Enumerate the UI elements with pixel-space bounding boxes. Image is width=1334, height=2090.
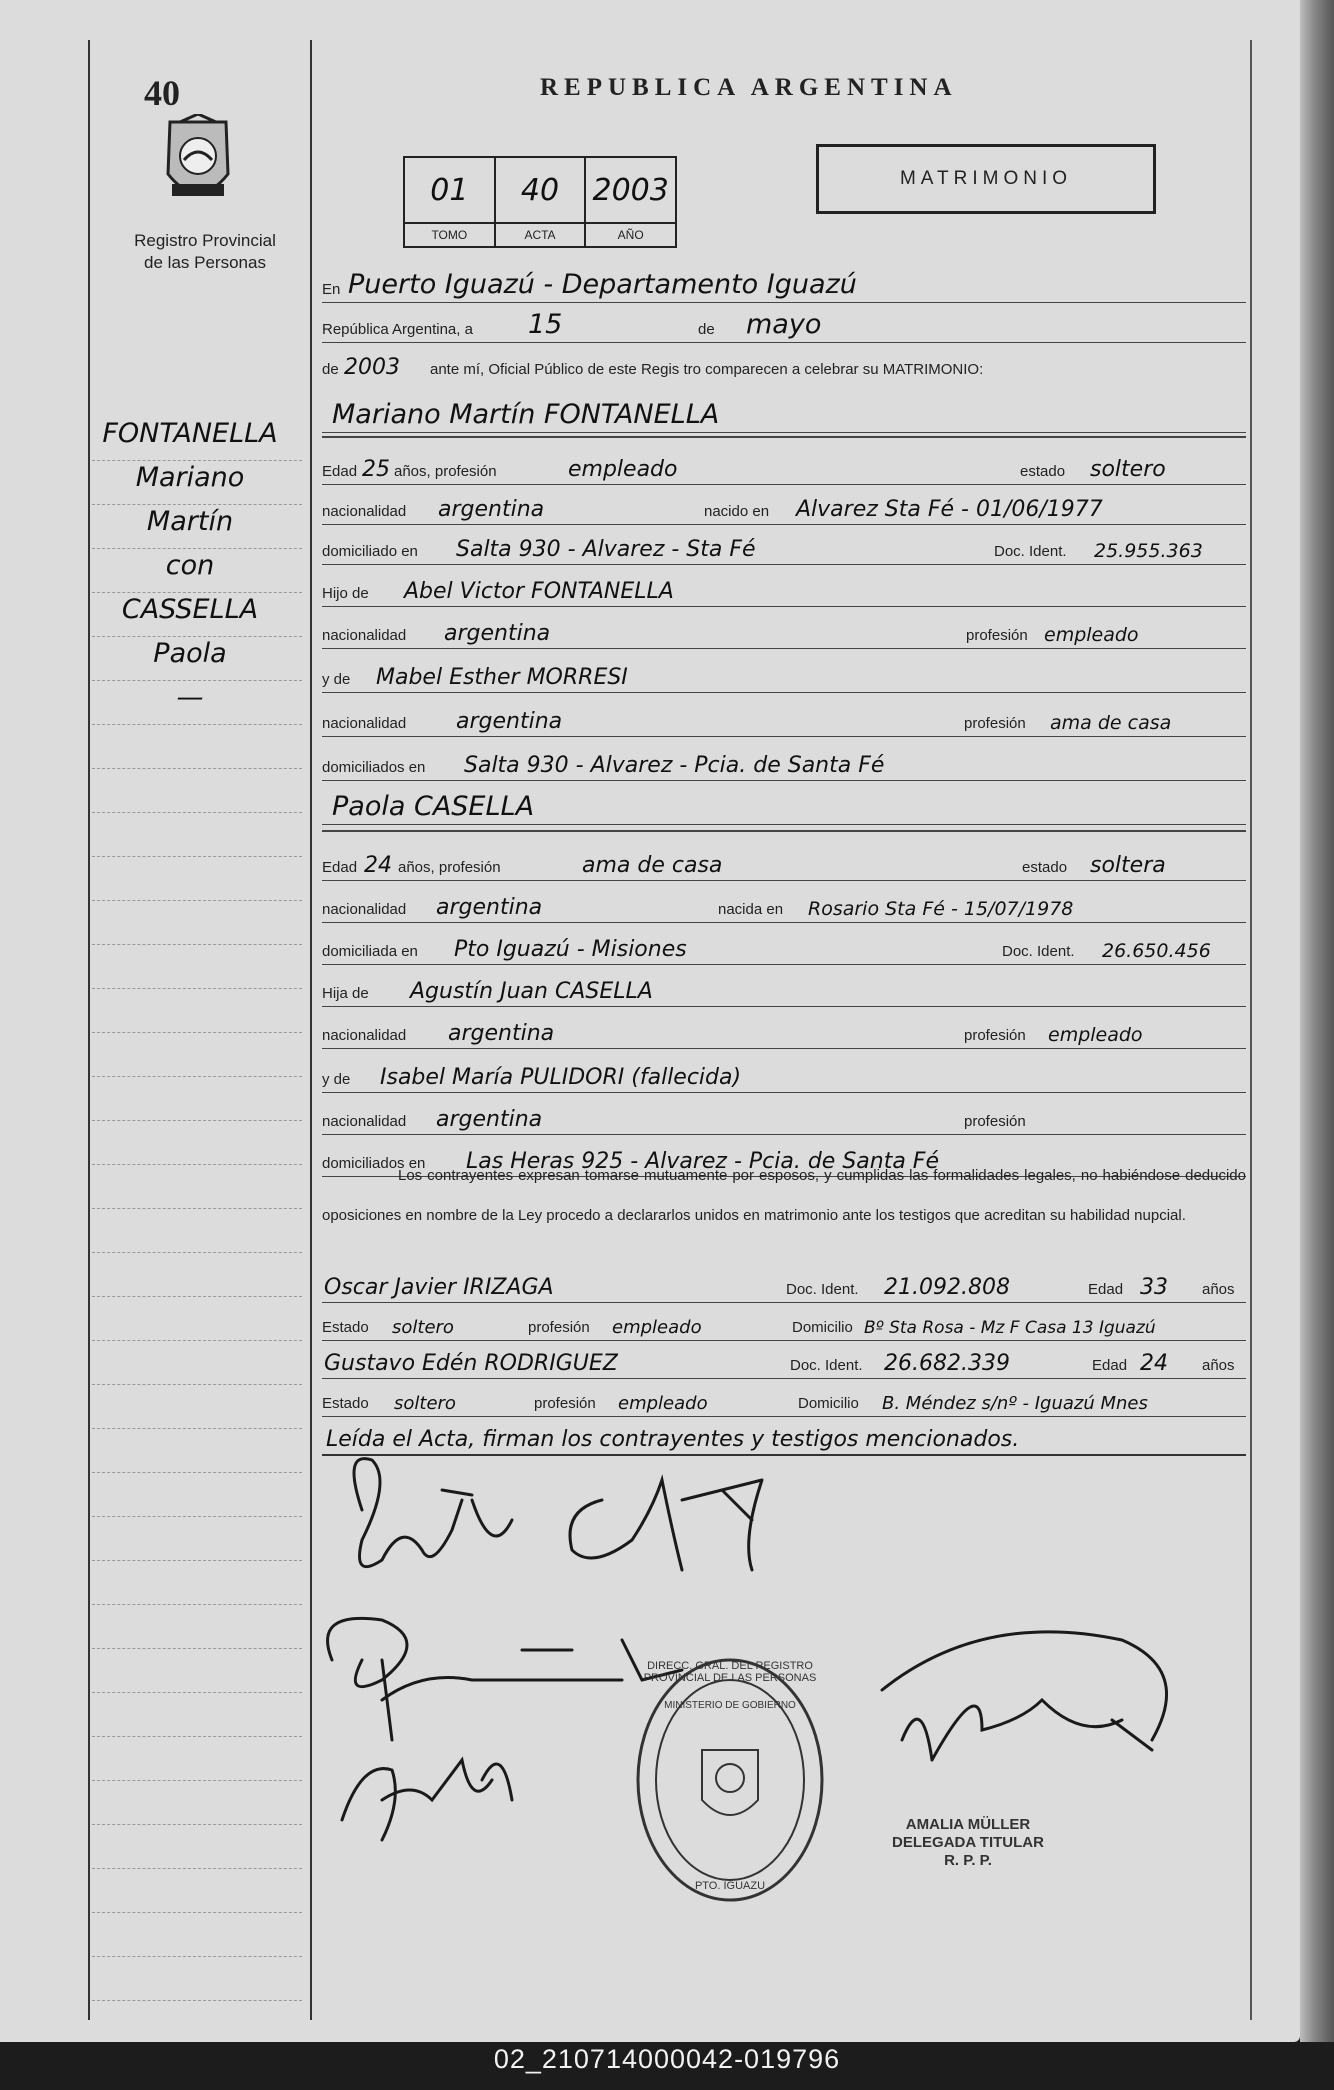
signature-witness1 xyxy=(328,1618,682,1740)
place-value: Puerto Iguazú - Departamento Iguazú xyxy=(348,269,857,300)
groom-mother-profession: ama de casa xyxy=(1050,712,1172,734)
witness1-address: Bº Sta Rosa - Mz F Casa 13 Iguazú xyxy=(864,1318,1156,1338)
witness1-profession: empleado xyxy=(612,1317,702,1338)
bride-father-nat-line xyxy=(322,1008,1246,1049)
bride-status: soltera xyxy=(1090,853,1166,878)
groom-separator xyxy=(322,436,1246,438)
groom-father-nationality: argentina xyxy=(444,621,551,646)
label-hijo: Hijo de xyxy=(322,585,369,602)
margin-note: FONTANELLA xyxy=(102,418,278,449)
delegate-stamp xyxy=(868,1816,1068,1870)
margin-ruled-line xyxy=(92,1032,302,1033)
margin-ruled-line xyxy=(92,1120,302,1121)
label-nacionalidad: nacionalidad xyxy=(322,503,407,520)
margin-ruled-line xyxy=(92,1076,302,1077)
margin-note: — xyxy=(176,682,204,713)
label-estado: estado xyxy=(1020,463,1066,480)
label-nacionalidad: nacionalidad xyxy=(322,715,407,732)
margin-ruled-line xyxy=(92,724,302,725)
official-seal xyxy=(630,1650,830,1910)
anio-label: AÑO xyxy=(586,222,675,246)
registry-line-2: de las Personas xyxy=(144,253,266,272)
label-domicilio: Domicilio xyxy=(792,1319,853,1336)
margin-note: CASSELLA xyxy=(121,594,259,625)
label-nacionalidad: nacionalidad xyxy=(322,1027,407,1044)
margin-ruled-line xyxy=(92,2000,302,2001)
groom-age-line xyxy=(322,444,1246,485)
margin-ruled-line xyxy=(92,988,302,989)
label-hija: Hija de xyxy=(322,985,369,1002)
witness2-line xyxy=(322,1338,1246,1379)
label-republica: República Argentina, a xyxy=(322,321,473,338)
label-year-de: de xyxy=(322,361,339,378)
label-doc: Doc. Ident. xyxy=(994,543,1067,560)
witness2-address: B. Méndez s/nº - Iguazú Mnes xyxy=(882,1393,1148,1414)
witness1-name: Oscar Javier IRIZAGA xyxy=(324,1275,554,1300)
label-nacionalidad: nacionalidad xyxy=(322,901,407,918)
label-doc: Doc. Ident. xyxy=(786,1281,859,1298)
groom-profession: empleado xyxy=(568,457,678,482)
label-domiciliado: domiciliado en xyxy=(322,543,418,560)
acta-cell xyxy=(496,158,587,246)
tomo-cell xyxy=(405,158,496,246)
groom-birth: Alvarez Sta Fé - 01/06/1977 xyxy=(796,497,1103,522)
bride-nationality-line xyxy=(322,882,1246,923)
groom-address: Salta 930 - Alvarez - Sta Fé xyxy=(456,537,756,562)
bride-birth: Rosario Sta Fé - 15/07/1978 xyxy=(808,898,1074,920)
margin-ruled-line xyxy=(92,1516,302,1517)
margin-ruled-line xyxy=(92,768,302,769)
margin-ruled-line xyxy=(92,1296,302,1297)
label-profesion: profesión xyxy=(528,1319,590,1336)
groom-name-line xyxy=(322,392,1246,433)
label-y-de: y de xyxy=(322,671,351,688)
groom-father-profession: empleado xyxy=(1044,624,1139,646)
margin-ruled-line xyxy=(92,1956,302,1957)
margin-ruled-line xyxy=(92,1824,302,1825)
margin-note: Martín xyxy=(146,506,234,537)
margin-ruled-line xyxy=(92,1560,302,1561)
margin-ruled-line xyxy=(92,1692,302,1693)
bride-mother-nationality: argentina xyxy=(436,1107,543,1132)
bride-age: 24 xyxy=(364,853,392,878)
margin-ruled-line xyxy=(92,1736,302,1737)
seal-inner-text: MINISTERIO DE GOBIERNO xyxy=(664,1700,796,1711)
delegate-title: DELEGADA TITULAR xyxy=(892,1834,1044,1851)
label-domicilio: Domicilio xyxy=(798,1395,859,1412)
acta-value: 40 xyxy=(520,172,560,208)
bride-address: Pto Iguazú - Misiones xyxy=(454,937,687,962)
label-nacida: nacida en xyxy=(718,901,784,918)
label-domiciliados: domiciliados en xyxy=(322,759,426,776)
label-edad: Edad xyxy=(1088,1281,1124,1298)
groom-mother: Mabel Esther MORRESI xyxy=(376,665,628,690)
groom-father-line xyxy=(322,566,1246,607)
label-de: de xyxy=(698,321,715,338)
witness1-details-line xyxy=(322,1300,1246,1341)
groom-father-nat-line xyxy=(322,608,1246,649)
witness2-profession: empleado xyxy=(618,1393,708,1414)
delegate-name: AMALIA MÜLLER xyxy=(905,1816,1031,1833)
margin-ruled-line xyxy=(92,1604,302,1605)
margin-line-inner xyxy=(310,40,312,2020)
groom-age: 25 xyxy=(362,457,390,482)
label-doc: Doc. Ident. xyxy=(1002,943,1075,960)
margin-ruled-line xyxy=(92,1164,302,1165)
groom-parents-address: Salta 930 - Alvarez - Pcia. de Santa Fé xyxy=(464,753,885,778)
signature-witness2 xyxy=(342,1760,512,1840)
bride-father: Agustín Juan CASELLA xyxy=(410,979,653,1004)
label-profesion: profesión xyxy=(964,1027,1026,1044)
groom-nationality-line xyxy=(322,484,1246,525)
margin-ruled-line xyxy=(92,636,302,637)
bride-address-line xyxy=(322,924,1246,965)
month-value: mayo xyxy=(746,309,822,340)
label-anos-profesion: años, profesión xyxy=(394,463,497,480)
groom-nationality: argentina xyxy=(438,497,545,522)
groom-mother-nationality: argentina xyxy=(456,709,563,734)
margin-ruled-line xyxy=(92,460,302,461)
margin-ruled-line xyxy=(92,1472,302,1473)
margin-line-right xyxy=(1250,40,1252,2020)
label-doc: Doc. Ident. xyxy=(790,1357,863,1374)
signature-groom xyxy=(354,1459,512,1567)
coat-of-arms-logo xyxy=(150,114,246,214)
margin-ruled-line xyxy=(92,592,302,593)
margin-ruled-line xyxy=(92,1340,302,1341)
statement: ante mí, Oficial Público de este Regis tro comparecen a celebrar su MATRIMONIO: xyxy=(430,361,984,378)
groom-parents-address-line xyxy=(322,740,1246,781)
bride-mother: Isabel María PULIDORI (fallecida) xyxy=(380,1065,742,1090)
closing-statement: Leída el Acta, firman los contrayentes y testigos mencionados. xyxy=(326,1427,1020,1452)
groom-mother-line xyxy=(322,652,1246,693)
bride-nationality: argentina xyxy=(436,895,543,920)
margin-ruled-line xyxy=(92,1208,302,1209)
witness1-doc: 21.092.808 xyxy=(884,1275,1010,1300)
bride-parents-address: Las Heras 925 - Alvarez - Pcia. de Santa Fé xyxy=(466,1149,939,1174)
bride-name: Paola CASELLA xyxy=(332,791,535,822)
witness1-age: 33 xyxy=(1140,1275,1168,1300)
record-number-box xyxy=(403,156,677,248)
label-anos: años xyxy=(1202,1357,1235,1374)
witness1-status: soltero xyxy=(392,1317,454,1338)
margin-ruled-line xyxy=(92,900,302,901)
groom-address-line xyxy=(322,524,1246,565)
bride-doc: 26.650.456 xyxy=(1102,940,1211,962)
declaration-text: Los contrayentes expresan tomarse mutuamente por esposos, y cumplidas las formalidades legales, no habiéndose deducido oposiciones en nombre de la Ley procedo a declararlos unidos en matrimonio ante los testigos que acreditan su habilidad nupcial. xyxy=(322,1167,1246,1224)
label-estado: Estado xyxy=(322,1395,369,1412)
anio-value: 2003 xyxy=(592,172,669,208)
margin-ruled-line xyxy=(92,1868,302,1869)
label-edad: Edad xyxy=(322,463,358,480)
margin-ruled-line xyxy=(92,812,302,813)
label-profesion: profesión xyxy=(534,1395,596,1412)
bride-mother-line xyxy=(322,1052,1246,1093)
groom-status: soltero xyxy=(1090,457,1166,482)
witness2-details-line xyxy=(322,1376,1246,1417)
label-edad: Edad xyxy=(322,859,358,876)
signature-official xyxy=(882,1632,1167,1760)
bride-age-line xyxy=(322,840,1246,881)
label-profesion: profesión xyxy=(964,715,1026,732)
seal-city: PTO. IGUAZU xyxy=(694,1880,766,1892)
place-line xyxy=(322,262,1246,303)
margin-ruled-line xyxy=(92,1384,302,1385)
margin-ruled-line xyxy=(92,1912,302,1913)
bride-profession: ama de casa xyxy=(582,853,723,878)
label-en: En xyxy=(322,281,341,298)
margin-note: con xyxy=(165,550,215,581)
anio-cell xyxy=(586,158,675,246)
bride-father-nationality: argentina xyxy=(448,1021,555,1046)
seal-text: DIRECC. GRAL. DEL REGISTRO PROVINCIAL DE LAS PERSONAS xyxy=(643,1660,817,1684)
scan-id: 02_210714000042-019796 xyxy=(493,2044,841,2074)
groom-doc: 25.955.363 xyxy=(1094,540,1203,562)
label-nacionalidad: nacionalidad xyxy=(322,1113,407,1130)
groom-father: Abel Victor FONTANELLA xyxy=(404,579,674,604)
label-y-de: y de xyxy=(322,1071,351,1088)
margin-ruled-line xyxy=(92,1252,302,1253)
label-domiciliada: domiciliada en xyxy=(322,943,418,960)
label-anos: años xyxy=(1202,1281,1235,1298)
label-estado: estado xyxy=(1022,859,1068,876)
tomo-value: 01 xyxy=(430,172,469,208)
label-anos-profesion: años, profesión xyxy=(398,859,501,876)
margin-note: Mariano xyxy=(135,462,245,493)
record-type-box: MATRIMONIO xyxy=(816,144,1156,214)
bride-father-profession: empleado xyxy=(1048,1024,1143,1046)
witness2-age: 24 xyxy=(1140,1351,1168,1376)
day-value: 15 xyxy=(528,309,563,340)
label-nacido: nacido en xyxy=(704,503,770,520)
margin-ruled-line xyxy=(92,504,302,505)
witness2-doc: 26.682.339 xyxy=(884,1351,1010,1376)
acta-label: ACTA xyxy=(496,222,585,246)
witness2-name: Gustavo Edén RODRIGUEZ xyxy=(324,1351,618,1376)
binder-edge xyxy=(1300,0,1334,2042)
witness2-status: soltero xyxy=(394,1393,456,1414)
bride-mother-nat-line xyxy=(322,1094,1246,1135)
signature-bride xyxy=(570,1480,762,1570)
registry-name xyxy=(110,230,300,274)
year-value: 2003 xyxy=(344,355,400,380)
groom-mother-nat-line xyxy=(322,696,1246,737)
margin-ruled-line xyxy=(92,548,302,549)
bride-father-line xyxy=(322,966,1246,1007)
date-line xyxy=(322,302,1246,343)
bride-separator xyxy=(322,830,1246,832)
margin-ruled-line xyxy=(92,944,302,945)
label-profesion: profesión xyxy=(966,627,1028,644)
label-profesion: profesión xyxy=(964,1113,1026,1130)
bride-name-line xyxy=(322,784,1246,825)
label-nacionalidad: nacionalidad xyxy=(322,627,407,644)
year-line xyxy=(322,342,1246,382)
label-edad: Edad xyxy=(1092,1357,1128,1374)
delegate-office: R. P. P. xyxy=(944,1852,992,1869)
margin-ruled-line xyxy=(92,680,302,681)
margin-ruled-line xyxy=(92,1428,302,1429)
groom-name: Mariano Martín FONTANELLA xyxy=(332,399,720,430)
republic-title: REPUBLICA ARGENTINA xyxy=(540,74,958,101)
tomo-label: TOMO xyxy=(405,222,494,246)
folio-number: 40 xyxy=(144,73,180,113)
label-estado: Estado xyxy=(322,1319,369,1336)
registry-line-1: Registro Provincial xyxy=(134,231,276,250)
margin-note: Paola xyxy=(153,638,227,669)
margin-ruled-line xyxy=(92,1780,302,1781)
margin-ruled-line xyxy=(92,856,302,857)
margin-ruled-line xyxy=(92,1648,302,1649)
label-domiciliados: domiciliados en xyxy=(322,1155,426,1172)
margin-line-left xyxy=(88,40,90,2020)
witness1-line xyxy=(322,1262,1246,1303)
